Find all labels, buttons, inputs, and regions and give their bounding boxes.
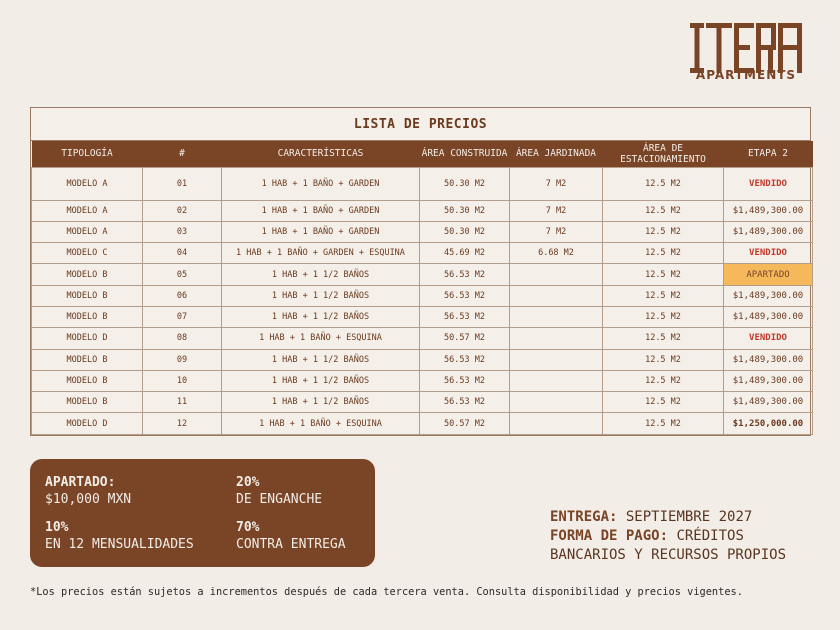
cell-tipologia: MODELO B — [32, 370, 143, 391]
cell-caracteristicas: 1 HAB + 1 BAÑO + GARDEN — [222, 221, 420, 242]
cell-area-estacionamiento: 12.5 M2 — [603, 200, 724, 221]
cell-caracteristicas: 1 HAB + 1 BAÑO + ESQUINA — [222, 328, 420, 349]
forma-pago-line — [550, 527, 820, 565]
price-table-grid — [31, 141, 813, 435]
cell-area-jardinada — [510, 413, 603, 434]
apartado-label: APARTADO: — [45, 475, 116, 490]
entrega-line — [550, 508, 820, 527]
cell-area-jardinada — [510, 306, 603, 327]
cell-price: $1,489,300.00 — [724, 221, 813, 242]
cell-tipologia: MODELO A — [32, 167, 143, 200]
header-caracteristicas: CARACTERÍSTICAS — [222, 141, 420, 167]
header-area-construida: ÁREA CONSTRUIDA — [420, 141, 510, 167]
cell-area-construida: 50.30 M2 — [420, 167, 510, 200]
cell-tipologia: MODELO B — [32, 285, 143, 306]
cell-area-construida: 50.30 M2 — [420, 221, 510, 242]
cell-number: 03 — [143, 221, 222, 242]
forma-pago-label: FORMA DE PAGO: — [550, 528, 669, 544]
enganche-value: DE ENGANCHE — [236, 492, 323, 507]
cell-price: $1,489,300.00 — [724, 392, 813, 413]
cell-area-construida: 50.57 M2 — [420, 328, 510, 349]
cell-price: $1,489,300.00 — [724, 349, 813, 370]
cell-area-estacionamiento: 12.5 M2 — [603, 306, 724, 327]
cell-caracteristicas: 1 HAB + 1 1/2 BAÑOS — [222, 264, 420, 285]
cell-area-jardinada — [510, 349, 603, 370]
cell-area-estacionamiento: 12.5 M2 — [603, 349, 724, 370]
table-row — [32, 285, 813, 306]
cell-area-estacionamiento: 12.5 M2 — [603, 328, 724, 349]
cell-price: VENDIDO — [724, 243, 813, 264]
cell-area-jardinada — [510, 285, 603, 306]
table-row — [32, 243, 813, 264]
cell-area-jardinada — [510, 392, 603, 413]
cell-area-construida: 50.57 M2 — [420, 413, 510, 434]
cell-price: $1,489,300.00 — [724, 200, 813, 221]
cell-area-construida: 50.30 M2 — [420, 200, 510, 221]
cell-area-jardinada: 6.68 M2 — [510, 243, 603, 264]
contra-entrega-label: 70% — [236, 520, 260, 535]
table-row — [32, 349, 813, 370]
cell-number: 10 — [143, 370, 222, 391]
table-row — [32, 328, 813, 349]
cell-area-jardinada: 7 M2 — [510, 200, 603, 221]
cell-tipologia: MODELO B — [32, 264, 143, 285]
table-row — [32, 167, 813, 200]
cell-tipologia: MODELO A — [32, 221, 143, 242]
cell-area-estacionamiento: 12.5 M2 — [603, 264, 724, 285]
cell-number: 06 — [143, 285, 222, 306]
table-row — [32, 221, 813, 242]
mensualidades-info — [45, 519, 194, 553]
table-title: LISTA DE PRECIOS — [31, 108, 810, 141]
cell-area-jardinada: 7 M2 — [510, 167, 603, 200]
cell-number: 11 — [143, 392, 222, 413]
cell-number: 02 — [143, 200, 222, 221]
enganche-info — [236, 474, 322, 508]
cell-area-estacionamiento: 12.5 M2 — [603, 167, 724, 200]
cell-number: 04 — [143, 243, 222, 264]
cell-price: $1,489,300.00 — [724, 306, 813, 327]
cell-area-estacionamiento: 12.5 M2 — [603, 370, 724, 391]
cell-number: 12 — [143, 413, 222, 434]
table-row — [32, 200, 813, 221]
header-tipologia: TIPOLOGÍA — [32, 141, 143, 167]
cell-price: VENDIDO — [724, 167, 813, 200]
cell-area-construida: 56.53 M2 — [420, 370, 510, 391]
enganche-label: 20% — [236, 475, 260, 490]
header-etapa-2: ETAPA 2 — [724, 141, 813, 167]
cell-area-estacionamiento: 12.5 M2 — [603, 221, 724, 242]
cell-caracteristicas: 1 HAB + 1 1/2 BAÑOS — [222, 349, 420, 370]
cell-caracteristicas: 1 HAB + 1 BAÑO + GARDEN + ESQUINA — [222, 243, 420, 264]
cell-caracteristicas: 1 HAB + 1 1/2 BAÑOS — [222, 370, 420, 391]
cell-area-jardinada — [510, 328, 603, 349]
cell-price: $1,250,000.00 — [724, 413, 813, 434]
cell-area-jardinada — [510, 264, 603, 285]
payment-info-box — [30, 459, 375, 567]
cell-area-estacionamiento: 12.5 M2 — [603, 413, 724, 434]
cell-number: 05 — [143, 264, 222, 285]
cell-area-construida: 56.53 M2 — [420, 264, 510, 285]
cell-price: $1,489,300.00 — [724, 370, 813, 391]
cell-price: $1,489,300.00 — [724, 285, 813, 306]
header-area-jardinada: ÁREA JARDINADA — [510, 141, 603, 167]
cell-area-estacionamiento: 12.5 M2 — [603, 392, 724, 413]
cell-price: APARTADO — [724, 264, 813, 285]
cell-area-construida: 56.53 M2 — [420, 306, 510, 327]
cell-area-construida: 56.53 M2 — [420, 349, 510, 370]
header-area-estacionamiento: ÁREA DE ESTACIONAMIENTO — [603, 141, 724, 167]
cell-tipologia: MODELO A — [32, 200, 143, 221]
cell-caracteristicas: 1 HAB + 1 1/2 BAÑOS — [222, 306, 420, 327]
cell-area-estacionamiento: 12.5 M2 — [603, 285, 724, 306]
table-row — [32, 264, 813, 285]
cell-caracteristicas: 1 HAB + 1 BAÑO + GARDEN — [222, 167, 420, 200]
cell-number: 01 — [143, 167, 222, 200]
cell-number: 07 — [143, 306, 222, 327]
cell-area-construida: 45.69 M2 — [420, 243, 510, 264]
contra-entrega-value: CONTRA ENTREGA — [236, 537, 346, 552]
apartado-info — [45, 474, 131, 508]
table-row — [32, 306, 813, 327]
entrega-value: SEPTIEMBRE 2027 — [625, 509, 753, 525]
cell-price: VENDIDO — [724, 328, 813, 349]
entrega-label: ENTREGA: — [550, 509, 618, 525]
mensualidades-value: EN 12 MENSUALIDADES — [45, 537, 194, 552]
logo-subtitle: APARTMENTS — [695, 68, 797, 82]
cell-area-construida: 56.53 M2 — [420, 285, 510, 306]
header-number: # — [143, 141, 222, 167]
cell-caracteristicas: 1 HAB + 1 1/2 BAÑOS — [222, 392, 420, 413]
contra-entrega-info — [236, 519, 346, 553]
cell-tipologia: MODELO D — [32, 328, 143, 349]
cell-tipologia: MODELO B — [32, 349, 143, 370]
cell-number: 09 — [143, 349, 222, 370]
cell-caracteristicas: 1 HAB + 1 BAÑO + ESQUINA — [222, 413, 420, 434]
footnote: *Los precios están sujetos a incrementos después de cada tercera venta. Consulta disponibilidad y precios vigentes. — [30, 586, 743, 598]
table-row — [32, 392, 813, 413]
cell-tipologia: MODELO D — [32, 413, 143, 434]
table-row — [32, 413, 813, 434]
mensualidades-label: 10% — [45, 520, 69, 535]
forma-pago-value: CRÉDITOS BANCARIOS Y RECURSOS PROPIOS — [550, 528, 787, 563]
apartado-value: $10,000 MXN — [45, 492, 132, 507]
cell-caracteristicas: 1 HAB + 1 BAÑO + GARDEN — [222, 200, 420, 221]
table-row — [32, 370, 813, 391]
cell-number: 08 — [143, 328, 222, 349]
cell-area-jardinada — [510, 370, 603, 391]
price-table — [30, 107, 811, 436]
delivery-info — [550, 508, 820, 565]
cell-tipologia: MODELO B — [32, 306, 143, 327]
cell-area-estacionamiento: 12.5 M2 — [603, 243, 724, 264]
cell-tipologia: MODELO B — [32, 392, 143, 413]
table-header-row — [32, 141, 813, 167]
cell-tipologia: MODELO C — [32, 243, 143, 264]
cell-caracteristicas: 1 HAB + 1 1/2 BAÑOS — [222, 285, 420, 306]
cell-area-construida: 56.53 M2 — [420, 392, 510, 413]
cell-area-jardinada: 7 M2 — [510, 221, 603, 242]
